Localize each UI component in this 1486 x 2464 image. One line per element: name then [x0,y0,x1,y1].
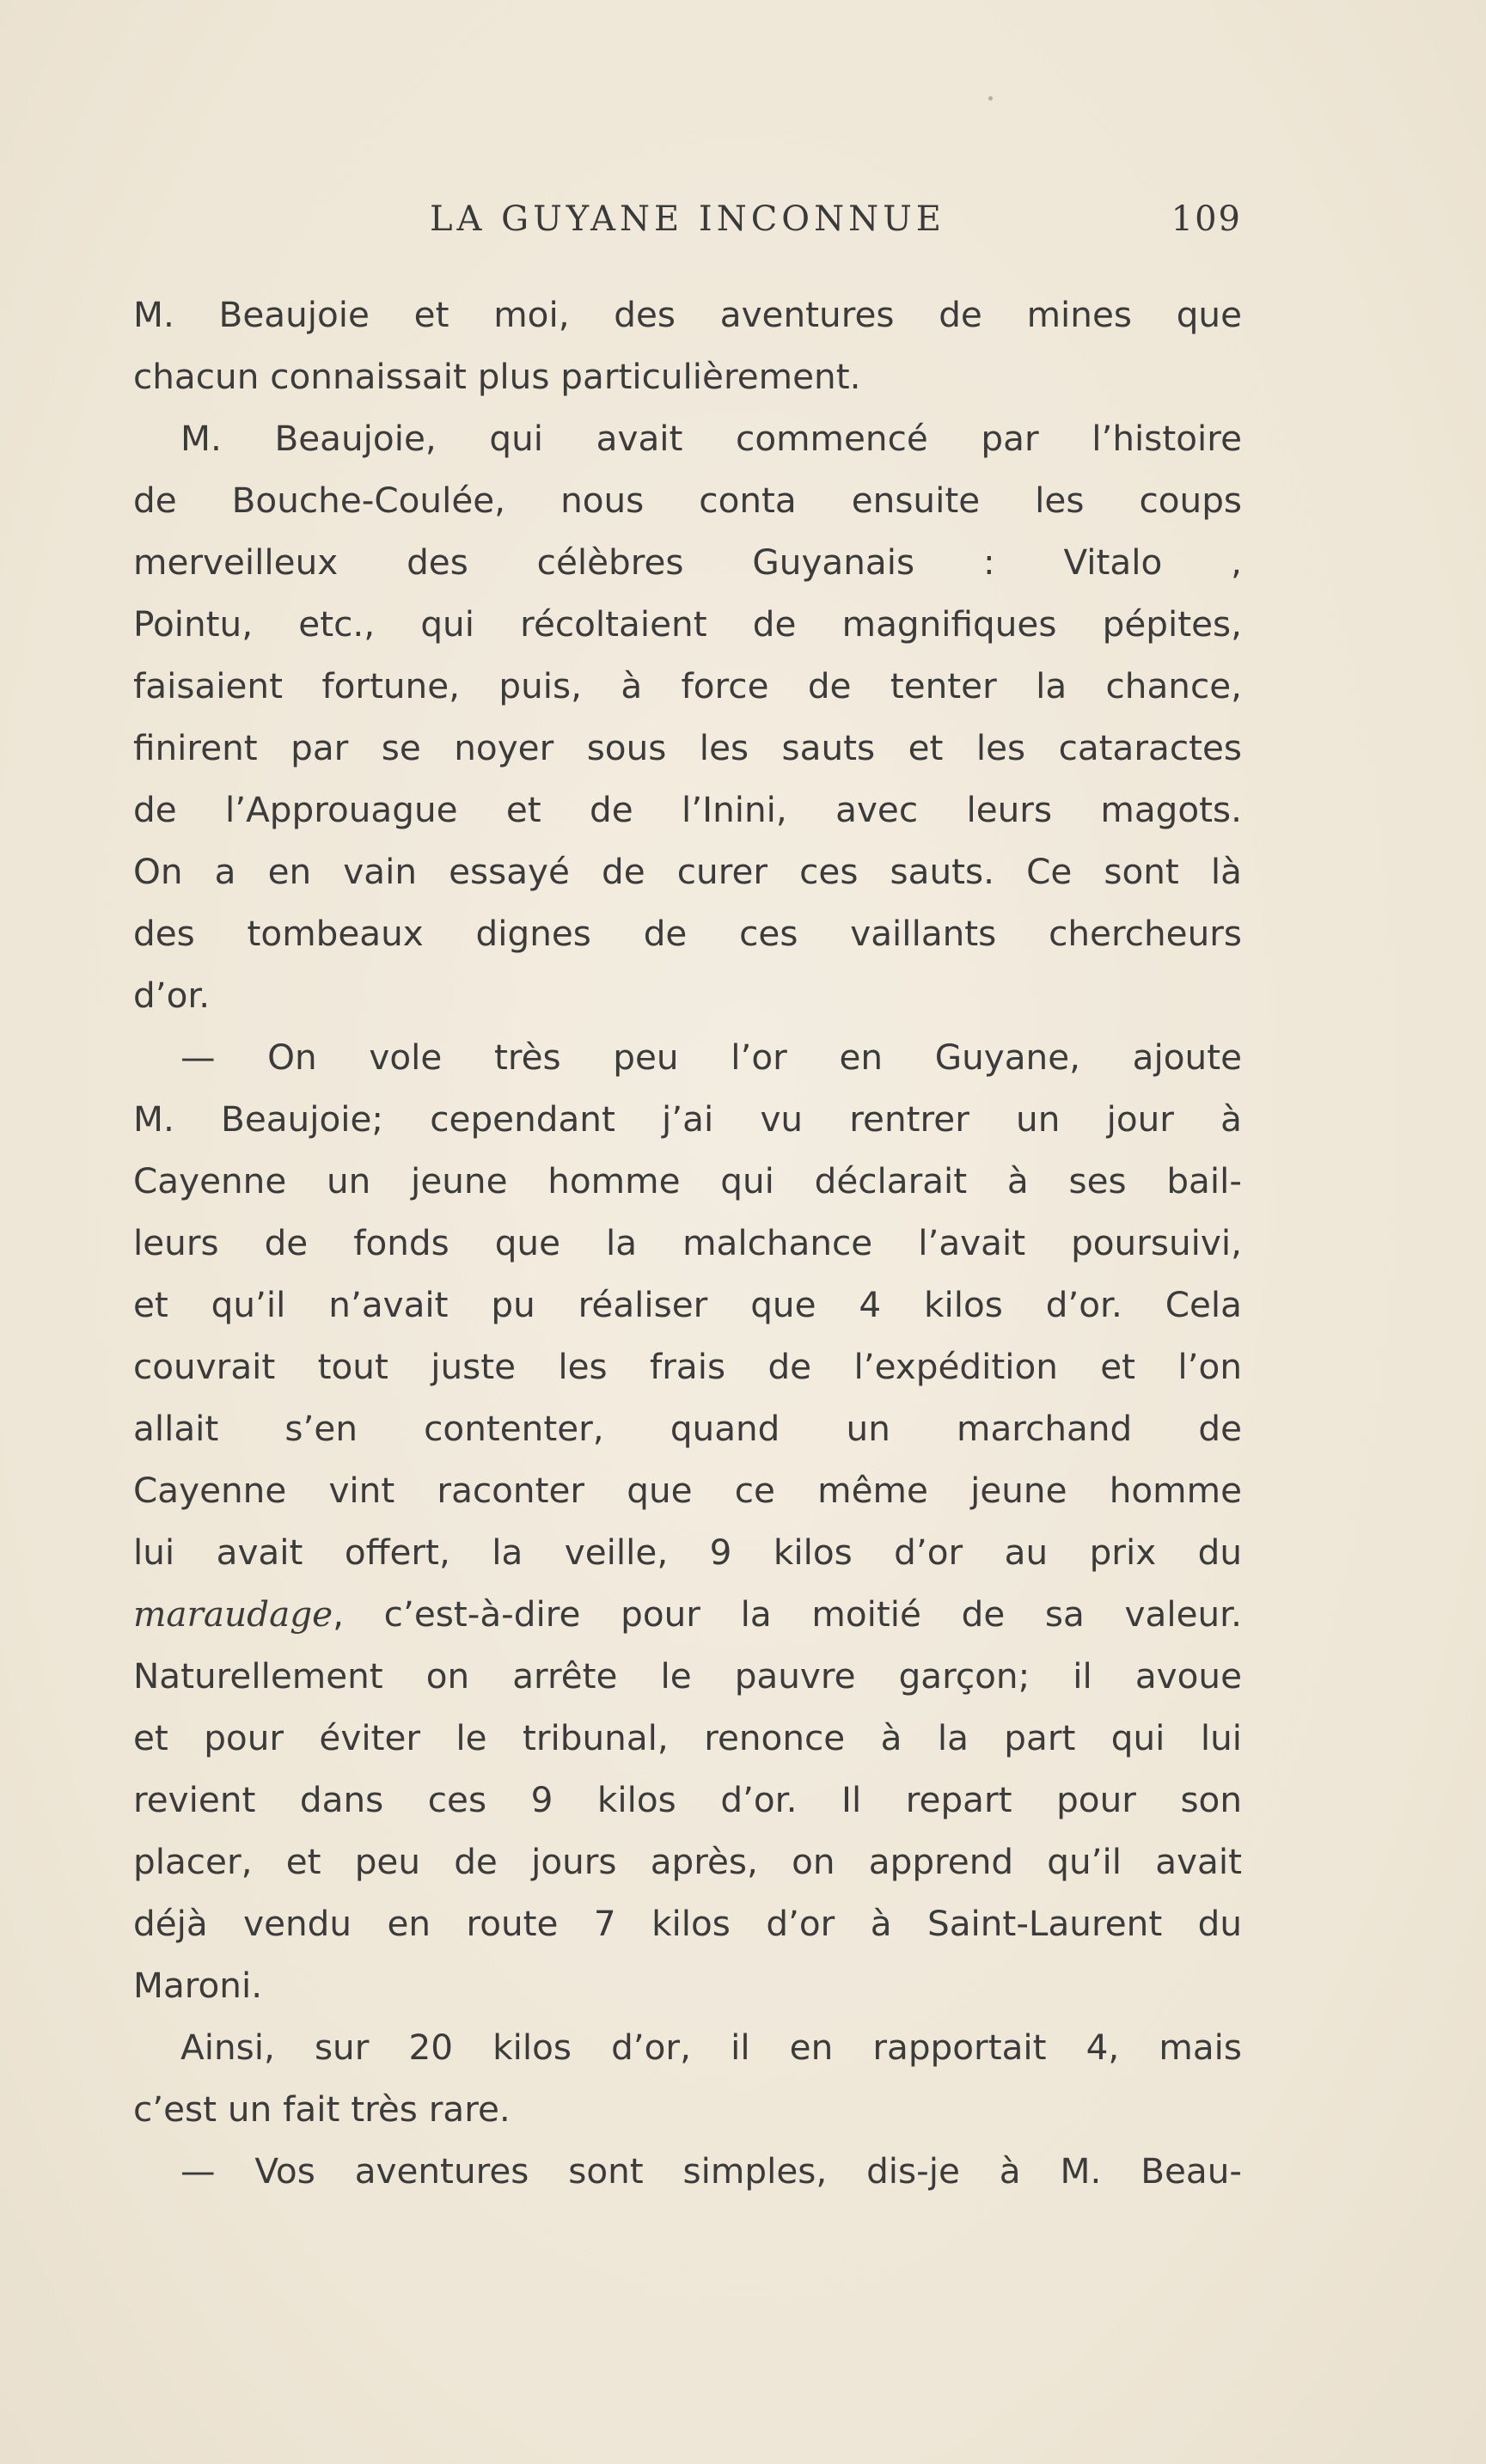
text-line: finirent par se noyer sous les sauts et les cataractes [133,727,1242,768]
text-line: faisaient fortune, puis, à force de tenter la chance, [133,665,1242,706]
running-title: LA GUYANE INCONNUE [429,199,946,239]
text-line: des tombeaux dignes de ces vaillants chercheurs [133,913,1242,954]
text-line: placer, et peu de jours après, on apprend qu’il avait [133,1841,1242,1882]
text-line: de Bouche-Coulée, nous conta ensuite les coups [133,480,1242,521]
text-line: — Vos aventures sont simples, dis-je à M. Beau- [180,2150,1242,2192]
text-line: M. Beaujoie, qui avait commencé par l’histoire [180,418,1242,459]
paper-speck [988,96,993,101]
text-line: On a en vain essayé de curer ces sauts. Ce sont là [133,851,1242,892]
text-line: M. Beaujoie et moi, des aventures de mines que [133,294,1242,335]
paragraph [133,407,1242,1026]
text-line: Pointu, etc., qui récoltaient de magnifiques pépites, [133,603,1242,645]
text-line: M. Beaujoie; cependant j’ai vu rentrer un jour à [133,1098,1242,1140]
text-line: leurs de fonds que la malchance l’avait poursuivi, [133,1222,1242,1263]
paragraph [133,2140,1242,2202]
text-line: Maroni. [133,1965,263,2006]
page-header [133,199,1242,251]
text-line: déjà vendu en route 7 kilos d’or à Saint-Laurent du [133,1903,1242,1944]
text-line: Cayenne un jeune homme qui déclarait à ses bail- [133,1160,1242,1201]
text-line: Ainsi, sur 20 kilos d’or, il en rapportait 4, mais [180,2027,1242,2068]
text-line: Cayenne vint raconter que ce même jeune homme [133,1470,1242,1511]
text-line: et pour éviter le tribunal, renonce à la part qui lui [133,1717,1242,1758]
text-line: allait s’en contenter, quand un marchand de [133,1408,1242,1449]
text-line: merveilleux des célèbres Guyanais : Vitalo , [133,541,1242,583]
line-rest: , c’est-à-dire pour la moitié de sa valeur. [333,1593,1242,1635]
paragraph [133,284,1242,407]
text-line: — On vole très peu l’or en Guyane, ajoute [180,1036,1242,1078]
page-number: 109 [1171,199,1242,239]
text-line: couvrait tout juste les frais de l’expédition et l’on [133,1346,1242,1387]
text-line: de l’Approuague et de l’Inini, avec leurs magots. [133,789,1242,830]
text-line: Naturellement on arrête le pauvre garçon; il avoue [133,1655,1242,1697]
body-text [133,284,1242,2202]
italic-word: maraudage [133,1593,333,1635]
text-line: revient dans ces 9 kilos d’or. Il repart pour son [133,1779,1242,1820]
text-line: lui avait offert, la veille, 9 kilos d’or au prix du [133,1532,1242,1573]
text-line: d’or. [133,975,211,1016]
paragraph [133,2016,1242,2140]
text-line-with-italic [133,1583,1242,1645]
text-line: c’est un fait très rare. [133,2088,511,2130]
paragraph [133,1026,1242,2016]
text-line: et qu’il n’avait pu réaliser que 4 kilos d’or. Cela [133,1284,1242,1325]
text-line: chacun connaissait plus particulièrement. [133,356,861,397]
